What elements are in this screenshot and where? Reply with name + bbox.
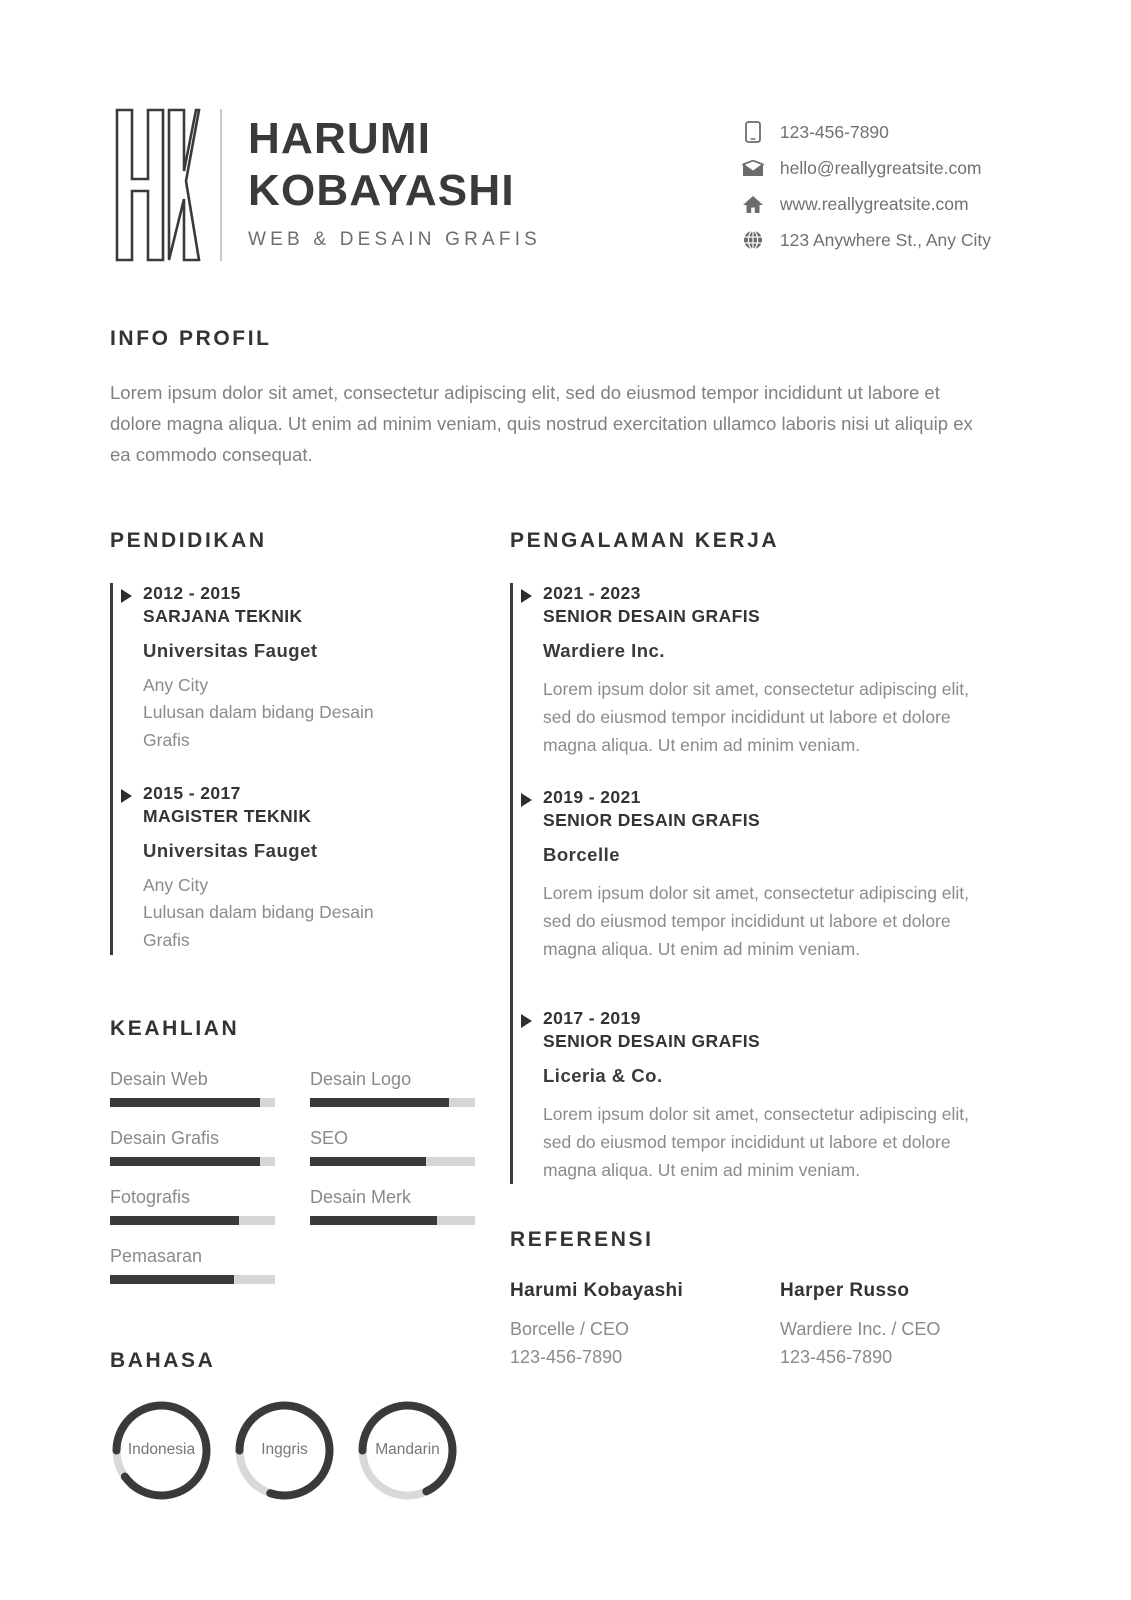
skill-bar-fill (310, 1216, 437, 1225)
skill-bar-fill (110, 1157, 260, 1166)
skill-label: Pemasaran (110, 1245, 203, 1266)
skill-bar-track (110, 1216, 275, 1225)
education-entry (113, 783, 510, 955)
education-school: Universitas Fauget (143, 839, 318, 861)
profile-text: Lorem ipsum dolor sit amet, consectetur adipiscing elit, sed do eiusmod tempor incididunt ut labore et dolore magna aliqua. Ut enim ad minim veniam, quis nostrud exercitation ullamco laboris nisi ut aliquip ex ea commodo consequat. (110, 382, 973, 465)
experience-role: SENIOR DESAIN GRAFIS (543, 809, 761, 830)
references-title: REFERENSI (510, 1227, 654, 1251)
first-name: HARUMI (248, 114, 432, 163)
experience-date: 2019 - 2021 (543, 786, 641, 807)
education-date: 2015 - 2017 (143, 782, 241, 803)
skill-bar-track (110, 1098, 275, 1107)
experience-company: Borcelle (543, 843, 621, 865)
triangle-marker-icon (121, 589, 132, 603)
reference-name: Harper Russo (780, 1279, 910, 1301)
envelope-icon (742, 157, 764, 179)
references-section (510, 1228, 1050, 1372)
header (0, 0, 1131, 265)
skill-bar-fill (110, 1098, 260, 1107)
hk-monogram-icon (110, 105, 202, 265)
profile-section (0, 327, 1131, 471)
logo-block (110, 105, 222, 265)
reference-name: Harumi Kobayashi (510, 1279, 684, 1301)
experience-title: PENGALAMAN KERJA (510, 528, 780, 552)
name-block (222, 105, 541, 251)
contact-email[interactable] (742, 157, 991, 179)
reference-phone: 123-456-7890 (510, 1346, 623, 1367)
education-city: Any City (143, 874, 209, 895)
skill-item (310, 1187, 490, 1225)
home-icon (742, 193, 764, 215)
experience-date: 2017 - 2019 (543, 1007, 641, 1028)
skill-label: Desain Logo (310, 1068, 412, 1089)
skill-item (310, 1069, 490, 1107)
skill-bar-fill (310, 1098, 449, 1107)
skill-bar-track (310, 1157, 475, 1166)
experience-company: Liceria & Co. (543, 1064, 663, 1086)
language-label: Mandarin (375, 1441, 440, 1459)
skill-label: SEO (310, 1127, 349, 1148)
contact-address[interactable] (742, 229, 991, 251)
skill-bar-fill (310, 1157, 426, 1166)
contact-email-value: hello@reallygreatsite.com (779, 157, 982, 178)
experience-section (510, 529, 1050, 1184)
last-name: KOBAYASHI (248, 165, 515, 215)
languages-section (110, 1349, 510, 1502)
education-school: Universitas Fauget (143, 639, 318, 661)
education-timeline (110, 583, 510, 955)
experience-entry (513, 787, 1050, 963)
languages-row (110, 1399, 510, 1502)
skill-bar-fill (110, 1275, 234, 1284)
contact-address-value: 123 Anywhere St., Any City (779, 229, 991, 250)
triangle-marker-icon (521, 1014, 532, 1028)
education-degree: MAGISTER TEKNIK (143, 805, 312, 826)
education-note-1: Lulusan dalam bidang Desain (143, 902, 374, 923)
reference-phone: 123-456-7890 (780, 1346, 893, 1367)
education-title: PENDIDIKAN (110, 528, 267, 552)
skill-item (110, 1246, 310, 1284)
left-column (110, 529, 510, 1502)
skills-grid (110, 1069, 510, 1305)
reference-position: Wardiere Inc. / CEO (780, 1318, 941, 1339)
language-label: Inggris (261, 1441, 308, 1459)
phone-icon (742, 121, 764, 143)
education-date: 2012 - 2015 (143, 582, 241, 603)
education-note-2: Grafis (143, 929, 190, 950)
skills-title: KEAHLIAN (110, 1016, 240, 1040)
right-column (510, 529, 1050, 1372)
experience-company: Wardiere Inc. (543, 639, 665, 661)
language-item (233, 1399, 336, 1502)
skill-bar-track (110, 1157, 275, 1166)
contact-phone[interactable] (742, 121, 991, 143)
experience-role: SENIOR DESAIN GRAFIS (543, 605, 761, 626)
body-columns (0, 529, 1131, 1502)
contact-website[interactable] (742, 193, 991, 215)
education-degree: SARJANA TEKNIK (143, 605, 303, 626)
reference-item (510, 1280, 780, 1372)
education-section (110, 529, 510, 955)
profile-title: INFO PROFIL (110, 327, 272, 350)
education-city: Any City (143, 674, 209, 695)
experience-description: Lorem ipsum dolor sit amet, consectetur adipiscing elit, sed do eiusmod tempor incididunt ut labore et dolore magna aliqua. Ut enim ad minim veniam. (543, 678, 970, 755)
skills-section (110, 1017, 510, 1305)
triangle-marker-icon (121, 789, 132, 803)
education-note-2: Grafis (143, 729, 190, 750)
skill-item (310, 1128, 490, 1166)
language-label: Indonesia (127, 1441, 196, 1459)
experience-role: SENIOR DESAIN GRAFIS (543, 1030, 761, 1051)
experience-timeline (510, 583, 1050, 1184)
experience-entry (513, 583, 1050, 759)
contact-website-value: www.reallygreatsite.com (779, 193, 969, 214)
skill-label: Desain Web (110, 1068, 208, 1089)
education-entry (113, 583, 510, 755)
skill-item (110, 1069, 310, 1107)
languages-title: BAHASA (110, 1348, 216, 1372)
skill-bar-track (310, 1216, 475, 1225)
skill-label: Fotografis (110, 1186, 191, 1207)
skill-bar-track (310, 1098, 475, 1107)
globe-icon (742, 229, 764, 251)
skill-item (110, 1187, 310, 1225)
language-item (110, 1399, 213, 1502)
skill-label: Desain Merk (310, 1186, 412, 1207)
skill-bar-track (110, 1275, 275, 1284)
contact-list (742, 105, 991, 251)
experience-entry (513, 1008, 1050, 1184)
experience-description: Lorem ipsum dolor sit amet, consectetur adipiscing elit, sed do eiusmod tempor incididunt ut labore et dolore magna aliqua. Ut enim ad minim veniam. (543, 882, 970, 959)
triangle-marker-icon (521, 589, 532, 603)
experience-description: Lorem ipsum dolor sit amet, consectetur adipiscing elit, sed do eiusmod tempor incididunt ut labore et dolore magna aliqua. Ut enim ad minim veniam. (543, 1103, 970, 1180)
skill-label: Desain Grafis (110, 1127, 220, 1148)
references-grid (510, 1280, 1050, 1372)
language-item (356, 1399, 459, 1502)
skill-item (110, 1128, 310, 1166)
skill-bar-fill (110, 1216, 239, 1225)
reference-item (780, 1280, 1050, 1372)
triangle-marker-icon (521, 793, 532, 807)
job-title: WEB & DESAIN GRAFIS (248, 228, 542, 250)
education-note-1: Lulusan dalam bidang Desain (143, 702, 374, 723)
experience-date: 2021 - 2023 (543, 582, 641, 603)
reference-position: Borcelle / CEO (510, 1318, 630, 1339)
contact-phone-value: 123-456-7890 (779, 121, 889, 142)
